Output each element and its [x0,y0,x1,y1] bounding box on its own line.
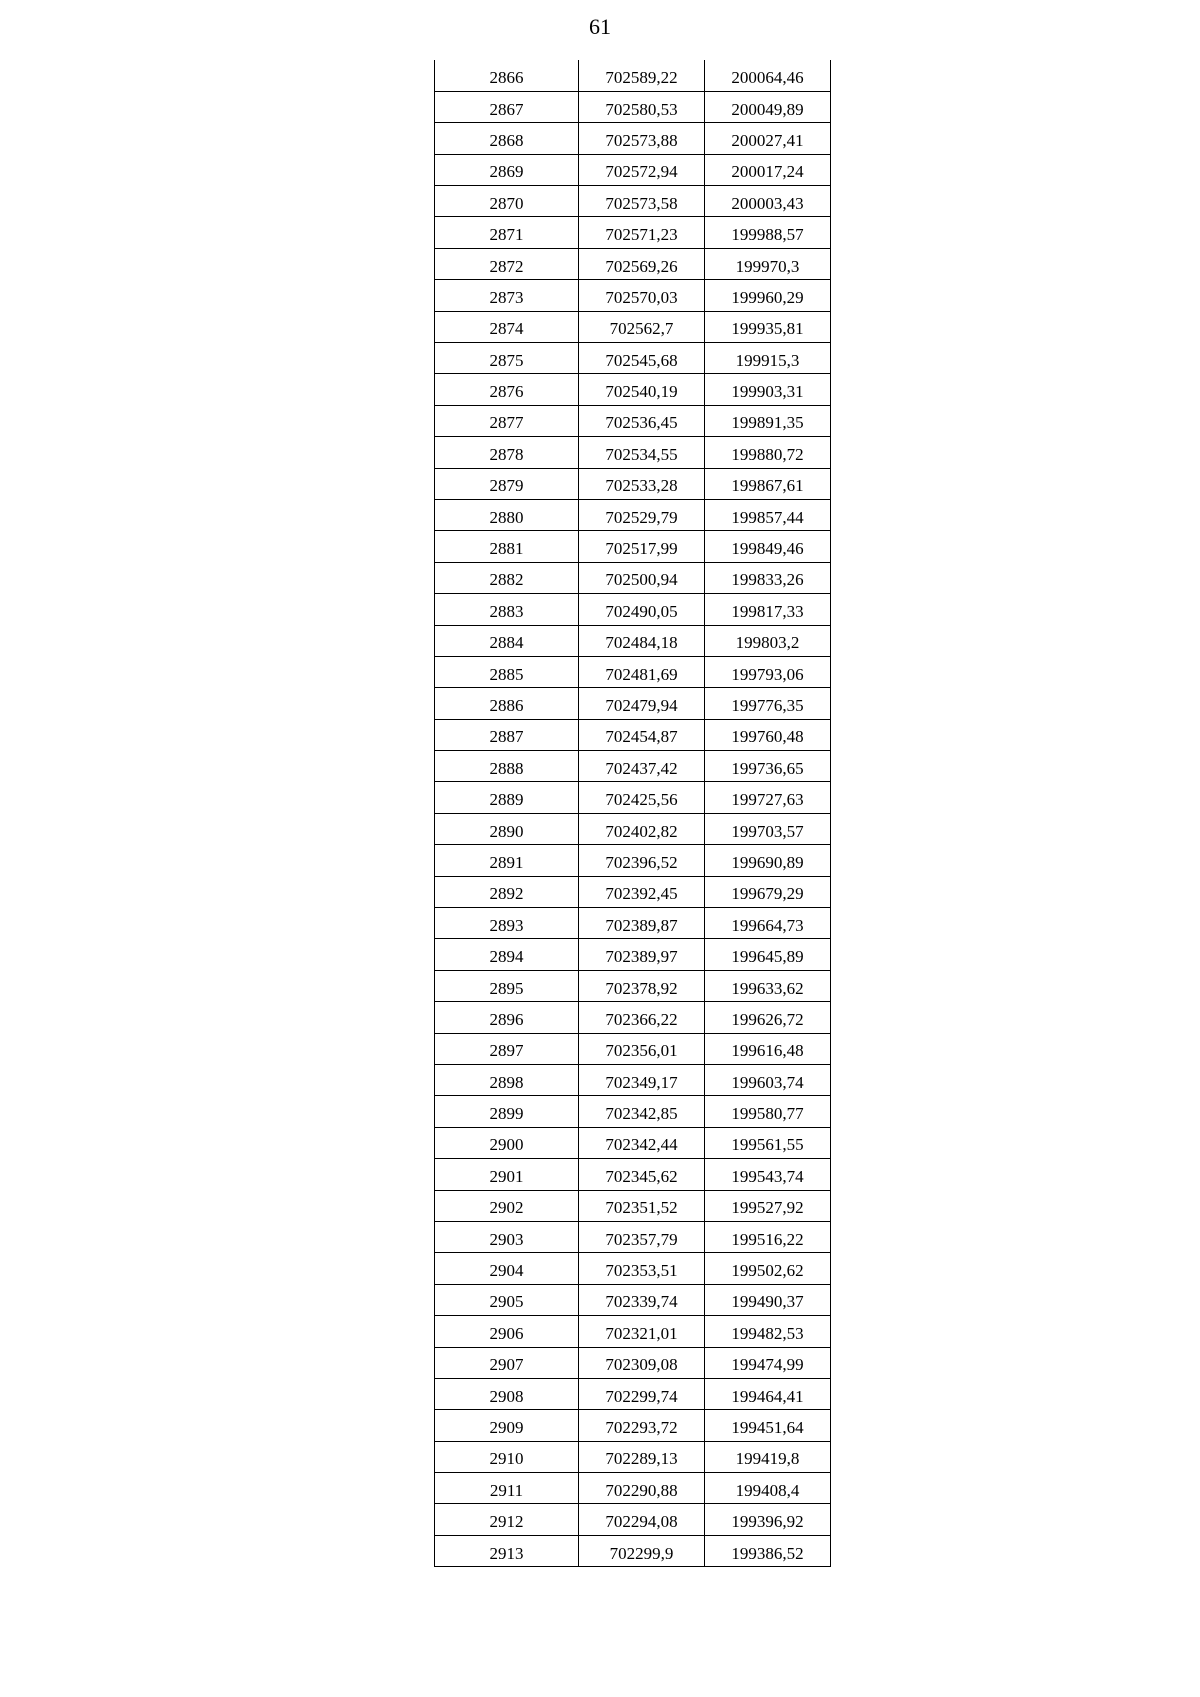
point-number-cell: 2887 [435,719,579,750]
x-coordinate-cell: 702294,08 [579,1504,705,1535]
y-coordinate-cell: 199915,3 [705,343,831,374]
table-row [435,405,831,436]
x-coordinate-cell: 702529,79 [579,499,705,530]
y-coordinate-cell: 199451,64 [705,1410,831,1441]
point-number-cell: 2890 [435,813,579,844]
table-row [435,562,831,593]
table-row [435,186,831,217]
table-row [435,280,831,311]
y-coordinate-cell: 199857,44 [705,499,831,530]
table-row [435,1316,831,1347]
x-coordinate-cell: 702392,45 [579,876,705,907]
x-coordinate-cell: 702536,45 [579,405,705,436]
point-number-cell: 2899 [435,1096,579,1127]
y-coordinate-cell: 199645,89 [705,939,831,970]
table-row [435,845,831,876]
table-row [435,1347,831,1378]
x-coordinate-cell: 702293,72 [579,1410,705,1441]
x-coordinate-cell: 702490,05 [579,594,705,625]
y-coordinate-cell: 199580,77 [705,1096,831,1127]
y-coordinate-cell: 199386,52 [705,1535,831,1566]
y-coordinate-cell: 199603,74 [705,1065,831,1096]
point-number-cell: 2891 [435,845,579,876]
y-coordinate-cell: 200027,41 [705,123,831,154]
coordinates-table [434,60,831,1567]
y-coordinate-cell: 199988,57 [705,217,831,248]
y-coordinate-cell: 199516,22 [705,1221,831,1252]
point-number-cell: 2889 [435,782,579,813]
table-row [435,1159,831,1190]
point-number-cell: 2878 [435,437,579,468]
y-coordinate-cell: 199616,48 [705,1033,831,1064]
table-row [435,311,831,342]
x-coordinate-cell: 702366,22 [579,1002,705,1033]
point-number-cell: 2875 [435,343,579,374]
y-coordinate-cell: 199903,31 [705,374,831,405]
x-coordinate-cell: 702569,26 [579,248,705,279]
table-row [435,1284,831,1315]
table-row [435,688,831,719]
point-number-cell: 2870 [435,186,579,217]
point-number-cell: 2912 [435,1504,579,1535]
x-coordinate-cell: 702299,9 [579,1535,705,1566]
y-coordinate-cell: 199727,63 [705,782,831,813]
y-coordinate-cell: 199803,2 [705,625,831,656]
y-coordinate-cell: 199833,26 [705,562,831,593]
y-coordinate-cell: 199970,3 [705,248,831,279]
y-coordinate-cell: 199633,62 [705,970,831,1001]
point-number-cell: 2897 [435,1033,579,1064]
x-coordinate-cell: 702342,85 [579,1096,705,1127]
y-coordinate-cell: 199960,29 [705,280,831,311]
y-coordinate-cell: 199464,41 [705,1378,831,1409]
table-row [435,248,831,279]
x-coordinate-cell: 702572,94 [579,154,705,185]
y-coordinate-cell: 199867,61 [705,468,831,499]
table-row [435,782,831,813]
point-number-cell: 2906 [435,1316,579,1347]
y-coordinate-cell: 199626,72 [705,1002,831,1033]
x-coordinate-cell: 702570,03 [579,280,705,311]
table-row [435,123,831,154]
table-row [435,656,831,687]
x-coordinate-cell: 702479,94 [579,688,705,719]
x-coordinate-cell: 702484,18 [579,625,705,656]
y-coordinate-cell: 199776,35 [705,688,831,719]
y-coordinate-cell: 199396,92 [705,1504,831,1535]
table-row [435,1441,831,1472]
y-coordinate-cell: 199543,74 [705,1159,831,1190]
table-row [435,751,831,782]
point-number-cell: 2900 [435,1127,579,1158]
table-row [435,1535,831,1566]
point-number-cell: 2907 [435,1347,579,1378]
y-coordinate-cell: 199935,81 [705,311,831,342]
x-coordinate-cell: 702454,87 [579,719,705,750]
x-coordinate-cell: 702349,17 [579,1065,705,1096]
table-row [435,1096,831,1127]
x-coordinate-cell: 702571,23 [579,217,705,248]
x-coordinate-cell: 702351,52 [579,1190,705,1221]
point-number-cell: 2893 [435,908,579,939]
table-row [435,719,831,750]
point-number-cell: 2886 [435,688,579,719]
point-number-cell: 2904 [435,1253,579,1284]
y-coordinate-cell: 199527,92 [705,1190,831,1221]
x-coordinate-cell: 702396,52 [579,845,705,876]
x-coordinate-cell: 702481,69 [579,656,705,687]
x-coordinate-cell: 702353,51 [579,1253,705,1284]
table-row [435,91,831,122]
y-coordinate-cell: 199849,46 [705,531,831,562]
point-number-cell: 2910 [435,1441,579,1472]
point-number-cell: 2873 [435,280,579,311]
point-number-cell: 2903 [435,1221,579,1252]
point-number-cell: 2911 [435,1473,579,1504]
y-coordinate-cell: 199502,62 [705,1253,831,1284]
point-number-cell: 2902 [435,1190,579,1221]
y-coordinate-cell: 199817,33 [705,594,831,625]
x-coordinate-cell: 702425,56 [579,782,705,813]
table-row [435,531,831,562]
x-coordinate-cell: 702345,62 [579,1159,705,1190]
table-row [435,1410,831,1441]
table-row [435,217,831,248]
y-coordinate-cell: 200049,89 [705,91,831,122]
y-coordinate-cell: 199690,89 [705,845,831,876]
y-coordinate-cell: 199736,65 [705,751,831,782]
point-number-cell: 2876 [435,374,579,405]
y-coordinate-cell: 199891,35 [705,405,831,436]
point-number-cell: 2884 [435,625,579,656]
table-row [435,970,831,1001]
point-number-cell: 2913 [435,1535,579,1566]
table-row [435,876,831,907]
x-coordinate-cell: 702500,94 [579,562,705,593]
point-number-cell: 2894 [435,939,579,970]
point-number-cell: 2881 [435,531,579,562]
point-number-cell: 2888 [435,751,579,782]
y-coordinate-cell: 199408,4 [705,1473,831,1504]
y-coordinate-cell: 199679,29 [705,876,831,907]
x-coordinate-cell: 702389,87 [579,908,705,939]
table-row [435,1002,831,1033]
y-coordinate-cell: 199703,57 [705,813,831,844]
x-coordinate-cell: 702356,01 [579,1033,705,1064]
y-coordinate-cell: 199793,06 [705,656,831,687]
table-row [435,1504,831,1535]
point-number-cell: 2868 [435,123,579,154]
table-row [435,1033,831,1064]
point-number-cell: 2877 [435,405,579,436]
x-coordinate-cell: 702573,88 [579,123,705,154]
x-coordinate-cell: 702540,19 [579,374,705,405]
y-coordinate-cell: 199419,8 [705,1441,831,1472]
page-number: 61 [589,14,611,39]
x-coordinate-cell: 702309,08 [579,1347,705,1378]
x-coordinate-cell: 702342,44 [579,1127,705,1158]
table-row [435,1190,831,1221]
point-number-cell: 2880 [435,499,579,530]
point-number-cell: 2901 [435,1159,579,1190]
point-number-cell: 2866 [435,60,579,91]
point-number-cell: 2895 [435,970,579,1001]
table-row [435,939,831,970]
x-coordinate-cell: 702378,92 [579,970,705,1001]
point-number-cell: 2909 [435,1410,579,1441]
point-number-cell: 2872 [435,248,579,279]
table-row [435,625,831,656]
x-coordinate-cell: 702545,68 [579,343,705,374]
point-number-cell: 2898 [435,1065,579,1096]
table-row [435,1378,831,1409]
table-row [435,154,831,185]
x-coordinate-cell: 702339,74 [579,1284,705,1315]
table-body [435,60,831,1567]
table-row [435,374,831,405]
x-coordinate-cell: 702573,58 [579,186,705,217]
y-coordinate-cell: 199474,99 [705,1347,831,1378]
y-coordinate-cell: 199760,48 [705,719,831,750]
y-coordinate-cell: 199664,73 [705,908,831,939]
point-number-cell: 2874 [435,311,579,342]
y-coordinate-cell: 199490,37 [705,1284,831,1315]
x-coordinate-cell: 702589,22 [579,60,705,91]
x-coordinate-cell: 702289,13 [579,1441,705,1472]
point-number-cell: 2879 [435,468,579,499]
y-coordinate-cell: 199561,55 [705,1127,831,1158]
table-row [435,594,831,625]
y-coordinate-cell: 200064,46 [705,60,831,91]
y-coordinate-cell: 199880,72 [705,437,831,468]
point-number-cell: 2908 [435,1378,579,1409]
x-coordinate-cell: 702299,74 [579,1378,705,1409]
table-row [435,1473,831,1504]
table-row [435,437,831,468]
point-number-cell: 2882 [435,562,579,593]
point-number-cell: 2905 [435,1284,579,1315]
x-coordinate-cell: 702437,42 [579,751,705,782]
table-row [435,1221,831,1252]
x-coordinate-cell: 702562,7 [579,311,705,342]
table-row [435,908,831,939]
x-coordinate-cell: 702290,88 [579,1473,705,1504]
point-number-cell: 2871 [435,217,579,248]
point-number-cell: 2892 [435,876,579,907]
table-row [435,1253,831,1284]
point-number-cell: 2883 [435,594,579,625]
point-number-cell: 2869 [435,154,579,185]
x-coordinate-cell: 702580,53 [579,91,705,122]
table-row [435,1127,831,1158]
y-coordinate-cell: 199482,53 [705,1316,831,1347]
x-coordinate-cell: 702389,97 [579,939,705,970]
point-number-cell: 2896 [435,1002,579,1033]
x-coordinate-cell: 702517,99 [579,531,705,562]
x-coordinate-cell: 702533,28 [579,468,705,499]
table-row [435,813,831,844]
point-number-cell: 2867 [435,91,579,122]
table-row [435,499,831,530]
point-number-cell: 2885 [435,656,579,687]
table-row [435,343,831,374]
table-row [435,1065,831,1096]
x-coordinate-cell: 702402,82 [579,813,705,844]
table-row [435,60,831,91]
x-coordinate-cell: 702534,55 [579,437,705,468]
y-coordinate-cell: 200017,24 [705,154,831,185]
x-coordinate-cell: 702357,79 [579,1221,705,1252]
x-coordinate-cell: 702321,01 [579,1316,705,1347]
table-row [435,468,831,499]
y-coordinate-cell: 200003,43 [705,186,831,217]
